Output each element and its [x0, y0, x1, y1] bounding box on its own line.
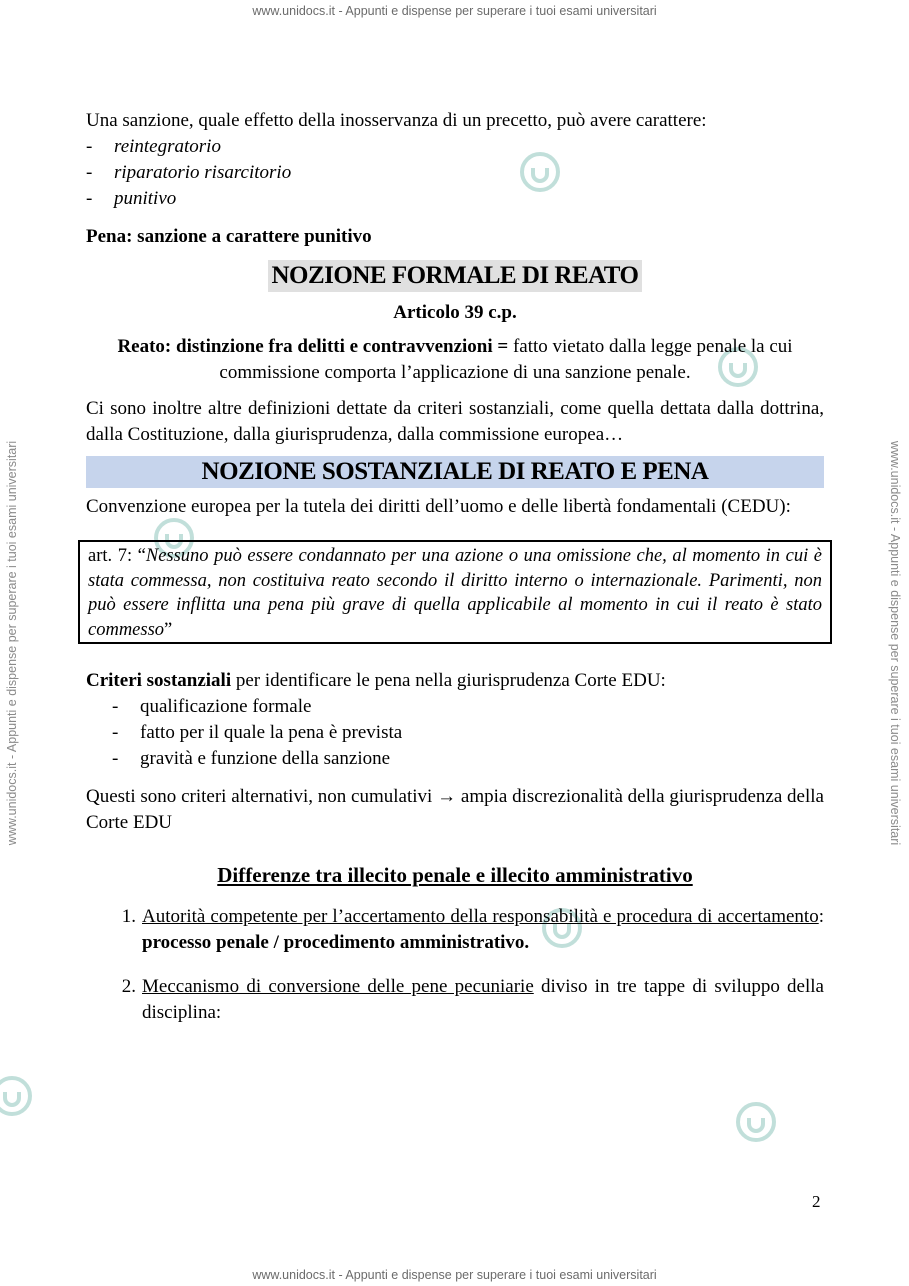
- intro-text: Una sanzione, quale effetto della inosservanza di un precetto, può avere carattere:: [86, 110, 707, 131]
- sanction-types-list: [86, 134, 824, 212]
- list-item: 2. Meccanismo di conversione delle pene pecuniarie diviso in tre tappe di sviluppo della disciplina:: [121, 976, 824, 1023]
- list-item: - fatto per il quale la pena è prevista: [112, 722, 403, 743]
- article-reference: Articolo 39 c.p.: [393, 302, 517, 323]
- criteria-intro: Criteri sostanziali per identificare le pena nella giurisprudenza Corte EDU:: [86, 670, 666, 691]
- other-definitions: Ci sono inoltre altre definizioni dettate da criteri sostanziali, come quella dettata dalla dottrina, dalla Costituzione, dalla giurisprudenza, dalla commissione europea…: [86, 398, 824, 445]
- pena-definition: Pena: sanzione a carattere punitivo: [86, 226, 372, 247]
- heading-differenze: Differenze tra illecito penale e illecito amministrativo: [217, 863, 693, 887]
- list-item: - punitivo: [86, 188, 177, 209]
- list-item: - qualificazione formale: [112, 696, 312, 717]
- alternative-criteria-text: Questi sono criteri alternativi, non cumulativi → ampia discrezionalità della giurisprudenza della Corte EDU: [86, 786, 824, 833]
- watermark-top: www.unidocs.it - Appunti e dispense per superare i tuoi esami universitari: [252, 4, 657, 18]
- list-item: 1. Autorità competente per l’accertamento della responsabilità e procedura di accertamento: processo penale / procedimento amministrativo.: [121, 906, 824, 953]
- reato-definition: Reato: distinzione fra delitti e contravvenzioni = fatto vietato dalla legge penale la cui commissione comporta l’applicazione di una sanzione penale.: [117, 336, 793, 383]
- heading-formal: NOZIONE FORMALE DI REATO: [86, 260, 824, 292]
- unidocs-logo-icon: [0, 1074, 34, 1118]
- list-item: - riparatorio risarcitorio: [86, 162, 292, 183]
- differences-list: [86, 904, 824, 1026]
- list-item: - gravità e funzione della sanzione: [112, 748, 391, 769]
- watermark-left: www.unidocs.it - Appunti e dispense per superare i tuoi esami universitari: [5, 440, 19, 846]
- watermark-right: www.unidocs.it - Appunti e dispense per superare i tuoi esami universitari: [888, 440, 902, 846]
- list-item: - reintegratorio: [86, 136, 221, 157]
- criteria-list: [86, 694, 824, 772]
- article-7-quote-box: art. 7: “Nessuno può essere condannato per una azione o una omissione che, al momento in cui è stata commessa, non costituiva reato secondo il diritto interno o internazionale. Parimenti, non può essere inflitta una pena più grave di quella applicabile al momento in cui il reato è stato commesso”: [78, 540, 832, 644]
- unidocs-logo-icon: [734, 1100, 778, 1144]
- heading-sostanziale: NOZIONE SOSTANZIALE DI REATO E PENA: [86, 456, 824, 488]
- document-page: [86, 108, 824, 1044]
- page-number: 2: [812, 1192, 821, 1211]
- cedu-text: Convenzione europea per la tutela dei diritti dell’uomo e delle libertà fondamentali (CEDU):: [86, 496, 791, 517]
- watermark-bottom: www.unidocs.it - Appunti e dispense per superare i tuoi esami universitari: [252, 1268, 657, 1282]
